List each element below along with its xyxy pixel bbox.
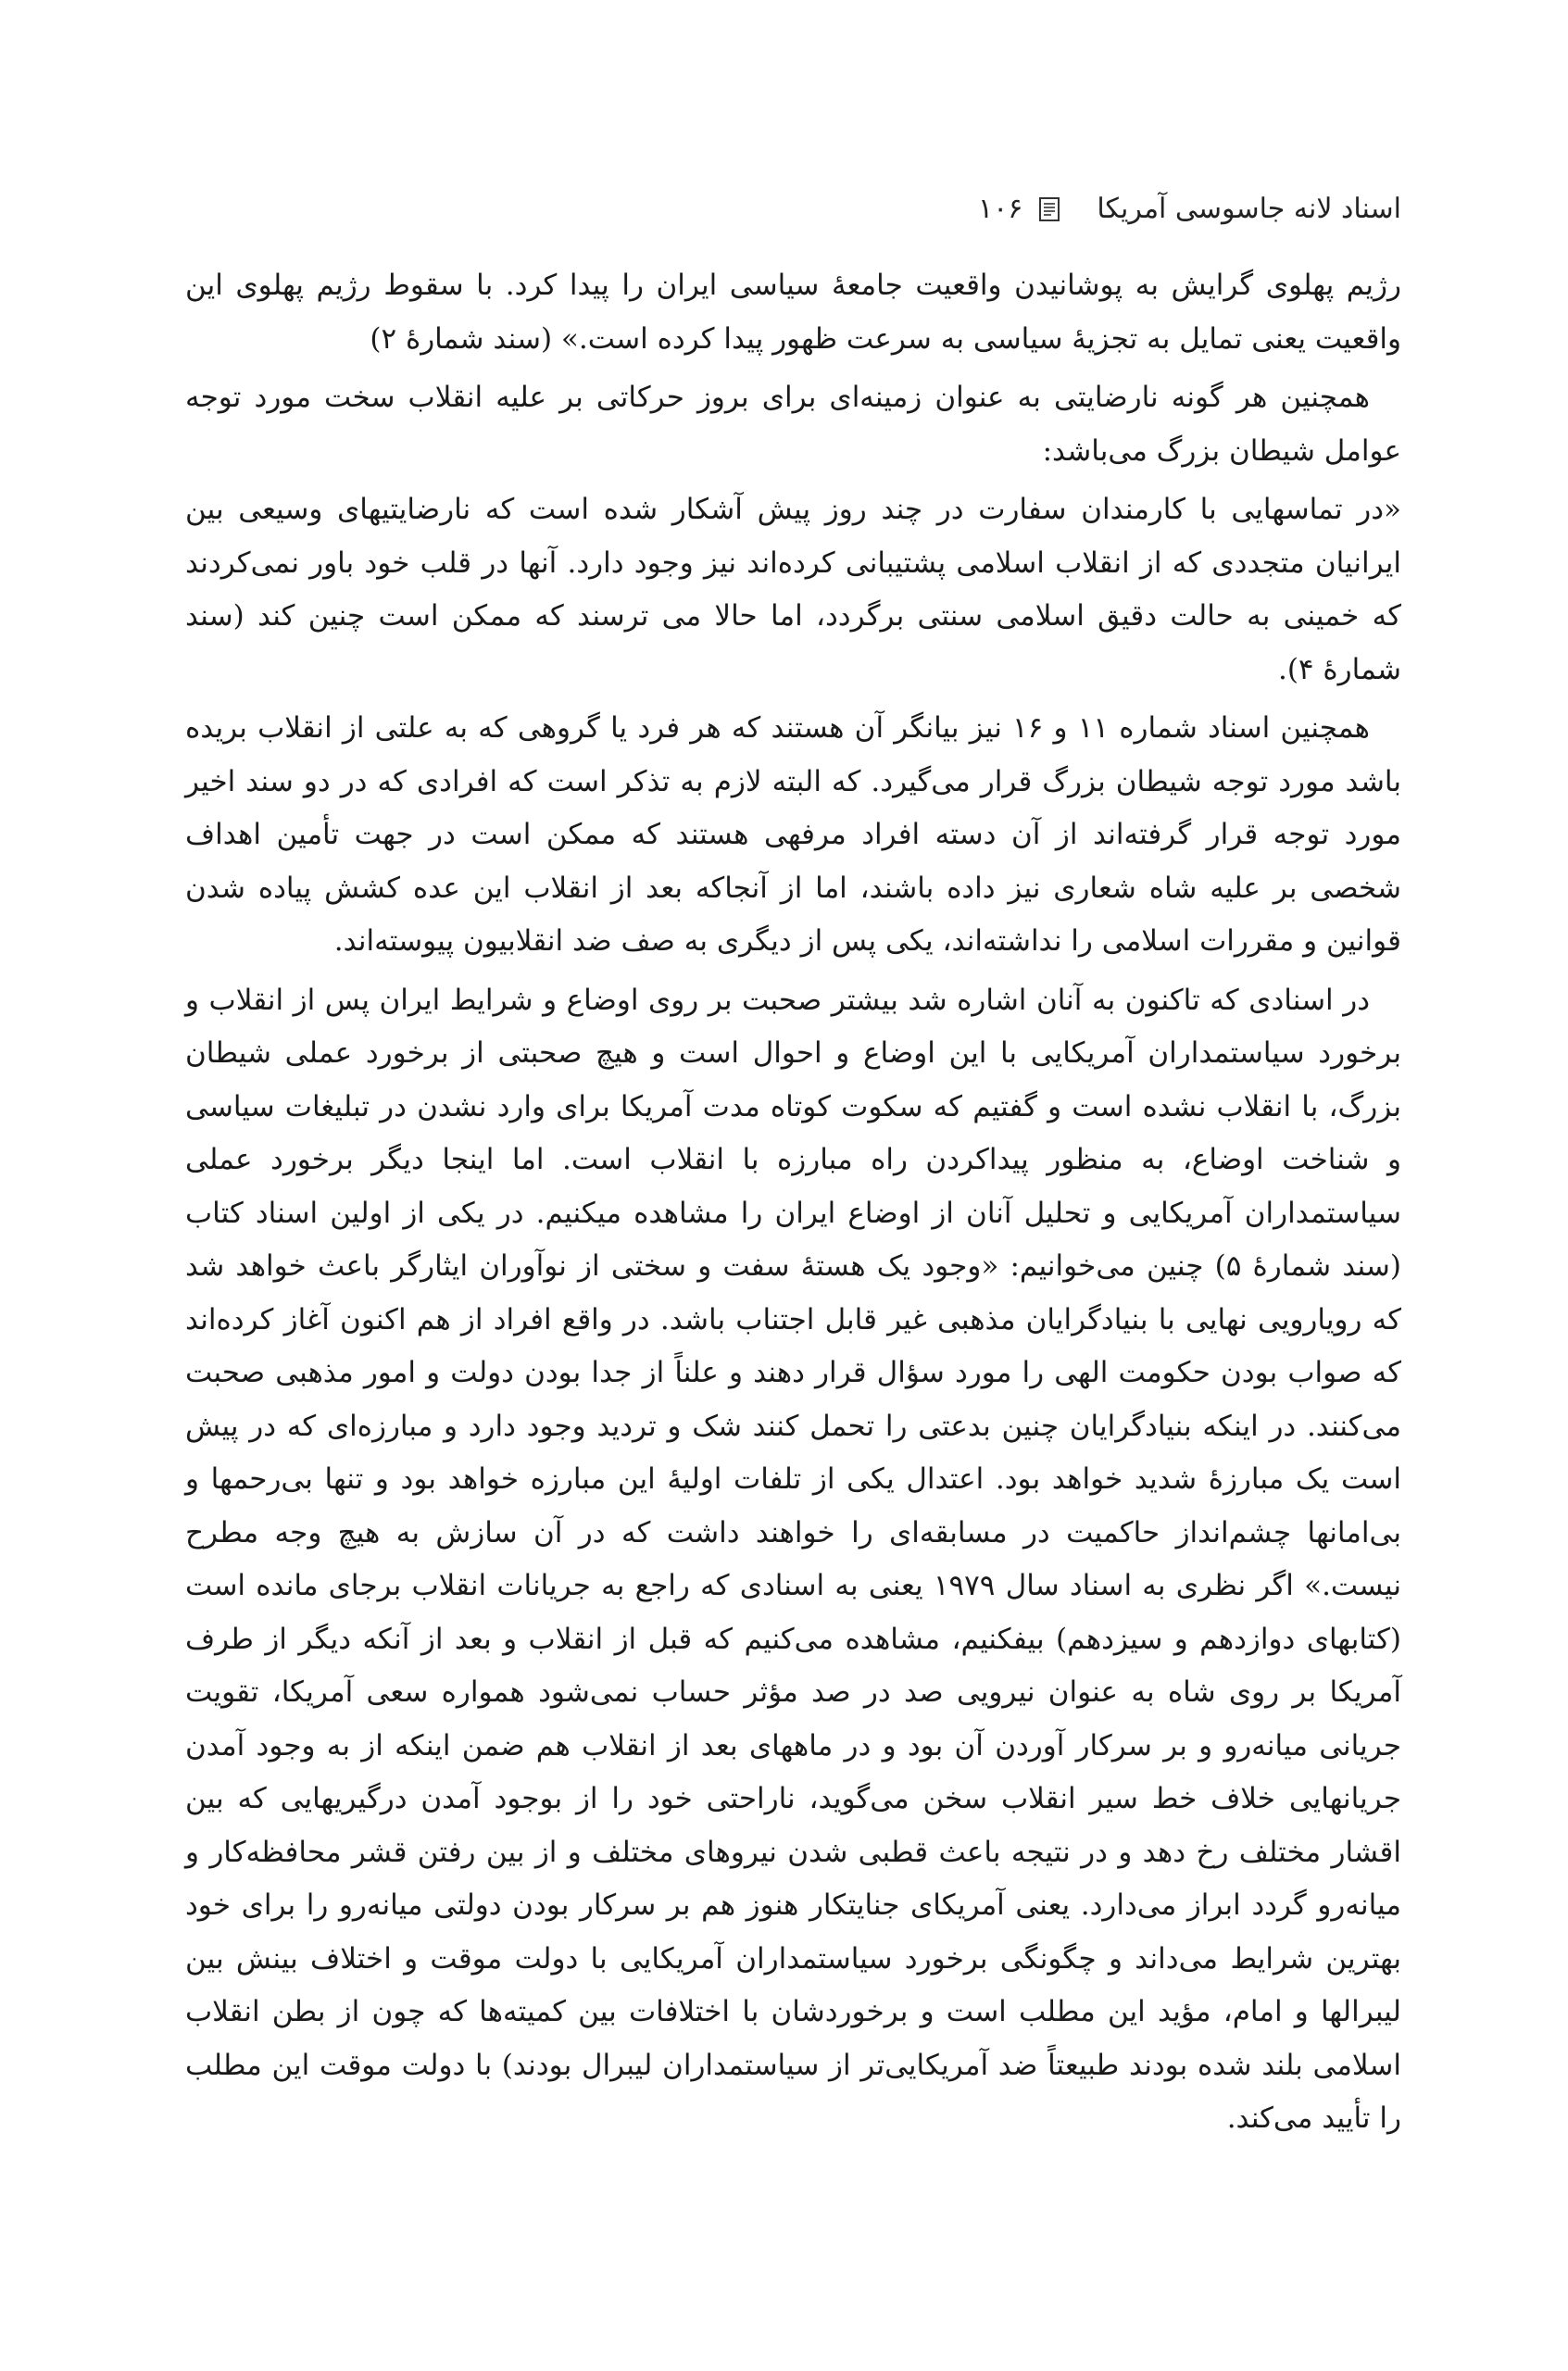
running-title: اسناد لانه جاسوسی آمریکا: [1097, 192, 1401, 225]
paragraph-2: همچنین هر گونه نارضایتی به عنوان زمینه‌ای برای بروز حرکاتی بر علیه انقلاب سخت مورد توجه عوامل شیطان بزرگ می‌باشد:: [185, 381, 1401, 468]
page-number: ۱۰۶: [978, 192, 1023, 225]
paragraph-4: در اسنادی که تاکنون به آنان اشاره شد بیشتر صحبت بر روی اوضاع و شرایط ایران پس از انقلاب و برخورد سیاستمداران آمریکایی با این اوضاع و احوال است و هیچ صحبتی از برخورد عملی شیطان بزرگ، با انقلاب نشده است و گفتیم که سکوت کوتاه مدت آمریکا برای وارد نشدن در تبلیغات سیاسی و شناخت اوضاع، به منظور پیداکردن راه مبارزه با انقلاب است. اما اینجا دیگر برخورد عملی سیاستمداران آمریکایی و تحلیل آنان از اوضاع ایران را مشاهده میکنیم. در یکی از اولین اسناد کتاب (سند شمارهٔ ۵) چنین می‌خوانیم: «وجود یک هستهٔ سفت و سختی از نوآوران ایثارگر باعث خواهد شد که رویارویی نهایی با بنیادگرایان مذهبی غیر قابل اجتناب باشد. در واقع افراد از هم اکنون آغاز کرده‌اند که صواب بودن حکومت الهی را مورد سؤال قرار دهند و علناً از جدا بودن دولت و امور مذهبی صحبت می‌کنند. در اینکه بنیادگرایان چنین بدعتی را تحمل کنند شک و تردید وجود دارد و مبارزه‌ای که در پیش است یک مبارزهٔ شدید خواهد بود. اعتدال یکی از تلفات اولیهٔ این مبارزه خواهد بود و تنها بی‌رحمها و بی‌امانها چشم‌انداز حاکمیت در مسابقه‌ای را خواهند داشت که در آن سازش به هیچ وجه مطرح نیست.» اگر نظری به اسناد سال ۱۹۷۹ یعنی به اسنادی که راجع به جریانات انقلاب برجای مانده است (کتابهای دوازدهم و سیزدهم) بیفکنیم، مشاهده می‌کنیم که قبل از انقلاب و بعد از آنکه دیگر از طرف آمریکا بر روی شاه به عنوان نیرویی صد در صد مؤثر حساب نمی‌شود همواره سعی آمریکا، تقویت جریانی میانه‌رو و بر سرکار آوردن آن بود و در ماههای بعد از انقلاب هم ضمن اینکه از به وجود آمدن جریانهایی خلاف خط سیر انقلاب سخن می‌گوید، ناراحتی خود را از بوجود آمدن درگیریهایی که بین اقشار مختلف رخ دهد و در نتیجه باعث قطبی شدن نیروهای مختلف و از بین رفتن قشر محافظه‌کار و میانه‌رو گردد ابراز می‌دارد. یعنی آمریکای جنایتکار هنوز هم بر سرکار بودن دولتی میانه‌رو را برای خود بهترین شرایط می‌داند و چگونگی برخورد سیاستمداران آمریکایی با دولت موقت و اختلاف بینش بین لیبرالها و امام، مؤید این مطلب است و برخوردشان با اختلافات بین کمیته‌ها که چون از بطن انقلاب اسلامی بلند شده بودند طبیعتاً ضد آمریکایی‌تر از سیاستمداران لیبرال بودند) با دولت موقت این مطلب را تأیید می‌کند.: [185, 983, 1401, 2135]
document-icon: [1039, 196, 1060, 220]
quoted-paragraph: «در تماسهایی با کارمندان سفارت در چند روز پیش آشکار شده است که نارضایتیهای وسیعی بین ایرانیان متجددی که از انقلاب اسلامی پشتیبانی کرده‌اند نیز وجود دارد. آنها در قلب خود باور نمی‌کردند که خمینی به حالت دقیق اسلامی سنتی برگردد، اما حالا می ترسند که ممکن است چنین کند (سند شمارهٔ ۴).: [185, 493, 1401, 686]
body-text: [185, 259, 1401, 2151]
page-header: [185, 185, 1401, 232]
paragraph-1: رژیم پهلوی گرایش به پوشانیدن واقعیت جامعهٔ سیاسی ایران را پیدا کرد. با سقوط رژیم پهلوی این واقعیت یعنی تمایل به تجزیهٔ سیاسی به سرعت ظهور پیدا کرده است.» (سند شمارهٔ ۲): [185, 269, 1401, 356]
paragraph-3: همچنین اسناد شماره ۱۱ و ۱۶ نیز بیانگر آن هستند که هر فرد یا گروهی که به علتی از انقلاب بریده باشد مورد توجه شیطان بزرگ قرار می‌گیرد. که البته لازم به تذکر است که افرادی که در دو سند اخیر مورد توجه قرار گرفته‌اند از آن دسته افراد مرفهی هستند که ممکن است در جهت تأمین اهداف شخصی بر علیه شاه شعاری نیز داده باشند، اما از آنجاکه بعد از انقلاب این عده کشش پیاده شدن قوانین و مقررات اسلامی را نداشته‌اند، یکی پس از دیگری به صف ضد انقلابیون پیوسته‌اند.: [185, 711, 1401, 958]
